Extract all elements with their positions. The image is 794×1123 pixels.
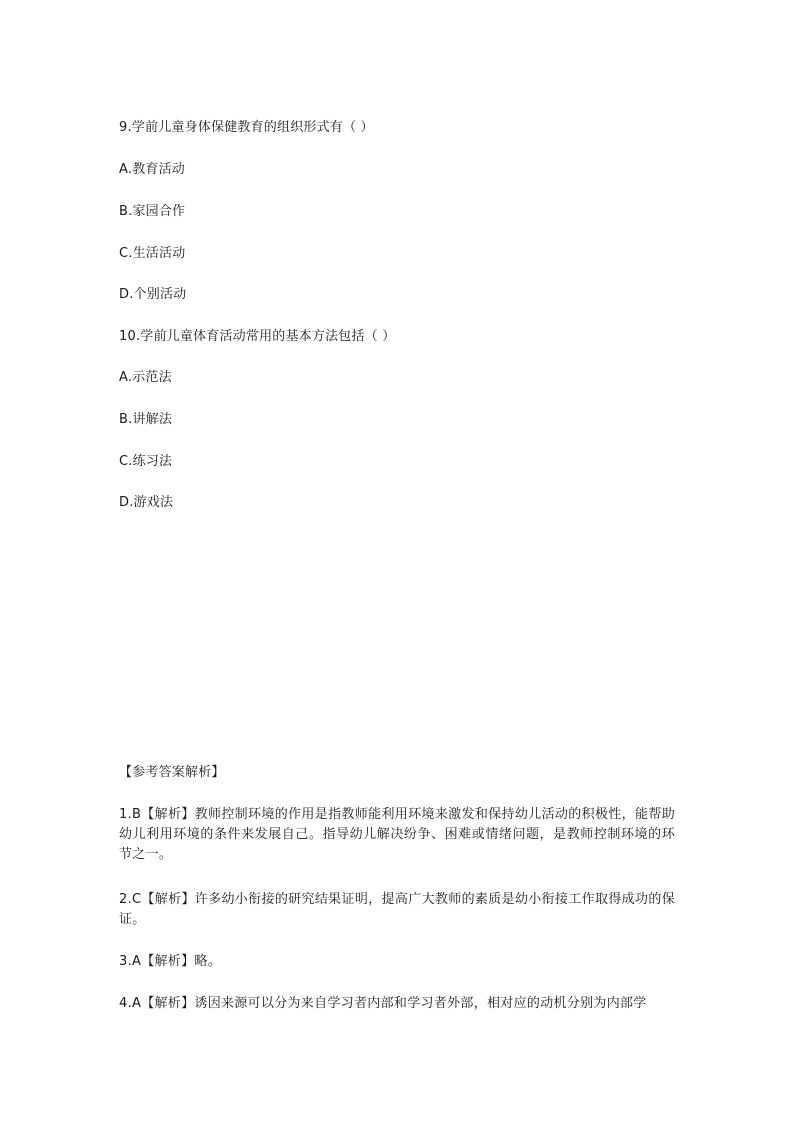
answer-item-1 bbox=[119, 805, 675, 865]
answer-item-2 bbox=[119, 890, 675, 930]
question-10-option-d: D.游戏法 bbox=[119, 495, 174, 510]
question-10-option-b: B.讲解法 bbox=[119, 412, 173, 427]
answer-item-4 bbox=[119, 994, 675, 1014]
answer-item-3 bbox=[119, 952, 675, 972]
question-9-option-d: D.个别活动 bbox=[119, 287, 187, 302]
question-10-option-a: A.示范法 bbox=[119, 370, 172, 385]
question-10-option-c: C.练习法 bbox=[119, 454, 173, 469]
question-9-option-a: A.教育活动 bbox=[119, 162, 185, 177]
answer-heading: 【参考答案解析】 bbox=[119, 765, 225, 780]
question-10-stem: 10.学前儿童体育活动常用的基本方法包括（ ） bbox=[119, 329, 396, 344]
question-9-stem: 9.学前儿童身体保健教育的组织形式有（ ） bbox=[119, 120, 374, 135]
answer-item-4-text: 4.A【解析】诱因来源可以分为来自学习者内部和学习者外部，相对应的动机分别为内部学 bbox=[119, 996, 647, 1011]
answer-item-1-text: 1.B【解析】教师控制环境的作用是指教师能利用环境来激发和保持幼儿活动的积极性，能帮助幼儿利用环境的条件来发展自己。指导幼儿解决纷争、困难或情绪问题，是教师控制环境的环节之一。 bbox=[119, 807, 675, 862]
answer-item-2-text: 2.C【解析】许多幼小衔接的研究结果证明，提高广大教师的素质是幼小衔接工作取得成功的保证。 bbox=[119, 892, 675, 927]
question-9-option-c: C.生活活动 bbox=[119, 246, 186, 261]
answer-item-3-text: 3.A【解析】略。 bbox=[119, 954, 221, 969]
question-9-option-b: B.家园合作 bbox=[119, 204, 186, 219]
